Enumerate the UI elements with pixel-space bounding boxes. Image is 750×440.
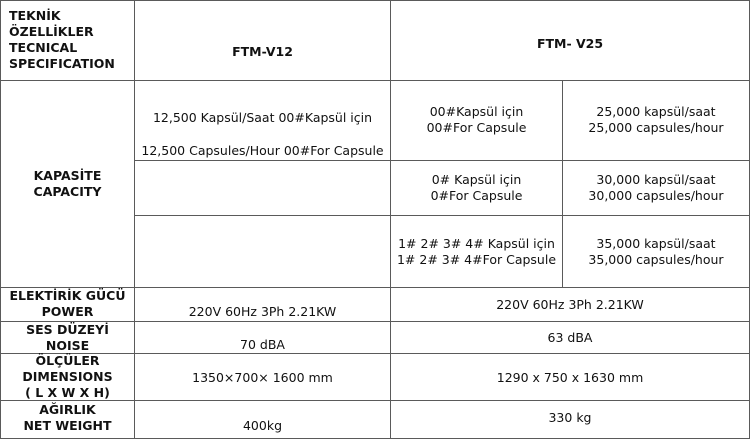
spec-header-line-4: SPECIFICATION xyxy=(9,56,115,71)
weight-label xyxy=(1,402,134,434)
capacity-v25-size-2 xyxy=(391,172,562,204)
spec-header-line-3: TECNICAL xyxy=(9,40,78,55)
capacity-v25-size-2-en: 0#For Capsule xyxy=(430,188,523,203)
capacity-v25-rate-3-tr: 35,000 kapsül/saat xyxy=(596,236,716,251)
table-border-top xyxy=(0,0,750,1)
capacity-v25-size-1-tr: 00#Kapsül için xyxy=(429,104,524,119)
capacity-v12-line-2-text: 12,500 Capsules/Hour 00#For Capsule xyxy=(141,143,384,158)
row-divider-header xyxy=(0,80,750,81)
row-divider-capacity-2 xyxy=(135,215,750,216)
capacity-label xyxy=(1,168,134,200)
noise-v12: 70 dBA xyxy=(240,337,285,352)
capacity-v12-line-1-text: 12,500 Kapsül/Saat 00#Kapsül için xyxy=(152,110,373,125)
capacity-v25-rate-1-en: 25,000 capsules/hour xyxy=(588,120,724,135)
power-v12: 220V 60Hz 3Ph 2.21KW xyxy=(188,304,337,319)
model-v12-header: FTM-V12 xyxy=(232,44,293,59)
weight-label-tr: AĞIRLIK xyxy=(39,402,96,417)
noise-label-en: NOISE xyxy=(45,338,90,353)
capacity-v25-rate-1-tr: 25,000 kapsül/saat xyxy=(596,104,716,119)
spec-header-line-1: TEKNİK xyxy=(9,8,61,23)
model-v25-header: FTM- V25 xyxy=(536,36,604,51)
capacity-v25-rate-2-tr: 30,000 kapsül/saat xyxy=(596,172,716,187)
capacity-v12-line-1 xyxy=(135,110,390,126)
dimensions-label xyxy=(1,353,134,401)
row-divider-capacity-1 xyxy=(135,160,750,161)
capacity-v25-size-1-en: 00#For Capsule xyxy=(426,120,527,135)
capacity-label-en: CAPACITY xyxy=(33,184,102,199)
weight-v12: 400kg xyxy=(242,418,283,433)
dimensions-label-tr: ÖLÇÜLER xyxy=(35,353,100,368)
dimensions-label-en: DIMENSIONS xyxy=(22,369,113,384)
power-label xyxy=(1,288,134,320)
capacity-v25-size-3-en: 1# 2# 3# 4#For Capsule xyxy=(396,252,557,267)
dimensions-label-unit: ( L X W X H) xyxy=(25,385,110,400)
dimensions-v12: 1350×700× 1600 mm xyxy=(192,370,333,385)
capacity-v25-size-3-tr: 1# 2# 3# 4# Kapsül için xyxy=(398,236,555,251)
power-v25: 220V 60Hz 3Ph 2.21KW xyxy=(496,297,644,312)
noise-v25: 63 dBA xyxy=(547,330,593,345)
table-border-bottom xyxy=(0,438,750,439)
capacity-v25-size-2-tr: 0# Kapsül için xyxy=(431,172,522,187)
capacity-v25-rate-3 xyxy=(563,236,749,268)
dimensions-v25: 1290 x 750 x 1630 mm xyxy=(496,370,644,385)
weight-label-en: NET WEIGHT xyxy=(23,418,112,433)
capacity-label-tr: KAPASİTE xyxy=(33,168,102,183)
spec-header-line-2: ÖZELLİKLER xyxy=(9,24,94,39)
spec-header-cell xyxy=(9,8,134,72)
capacity-v25-size-1 xyxy=(391,104,562,136)
noise-label xyxy=(1,322,134,354)
noise-label-tr: SES DÜZEYİ xyxy=(26,322,109,337)
capacity-v25-rate-2 xyxy=(563,172,749,204)
capacity-v12-line-2 xyxy=(135,143,390,159)
power-label-en: POWER xyxy=(41,304,94,319)
capacity-v25-rate-3-en: 35,000 capsules/hour xyxy=(588,252,724,267)
weight-v25: 330 kg xyxy=(548,410,592,425)
capacity-v25-rate-1 xyxy=(563,104,749,136)
capacity-v25-size-3 xyxy=(391,236,562,268)
power-label-tr: ELEKTİRİK GÜCÜ xyxy=(9,288,126,303)
capacity-v25-rate-2-en: 30,000 capsules/hour xyxy=(588,188,724,203)
